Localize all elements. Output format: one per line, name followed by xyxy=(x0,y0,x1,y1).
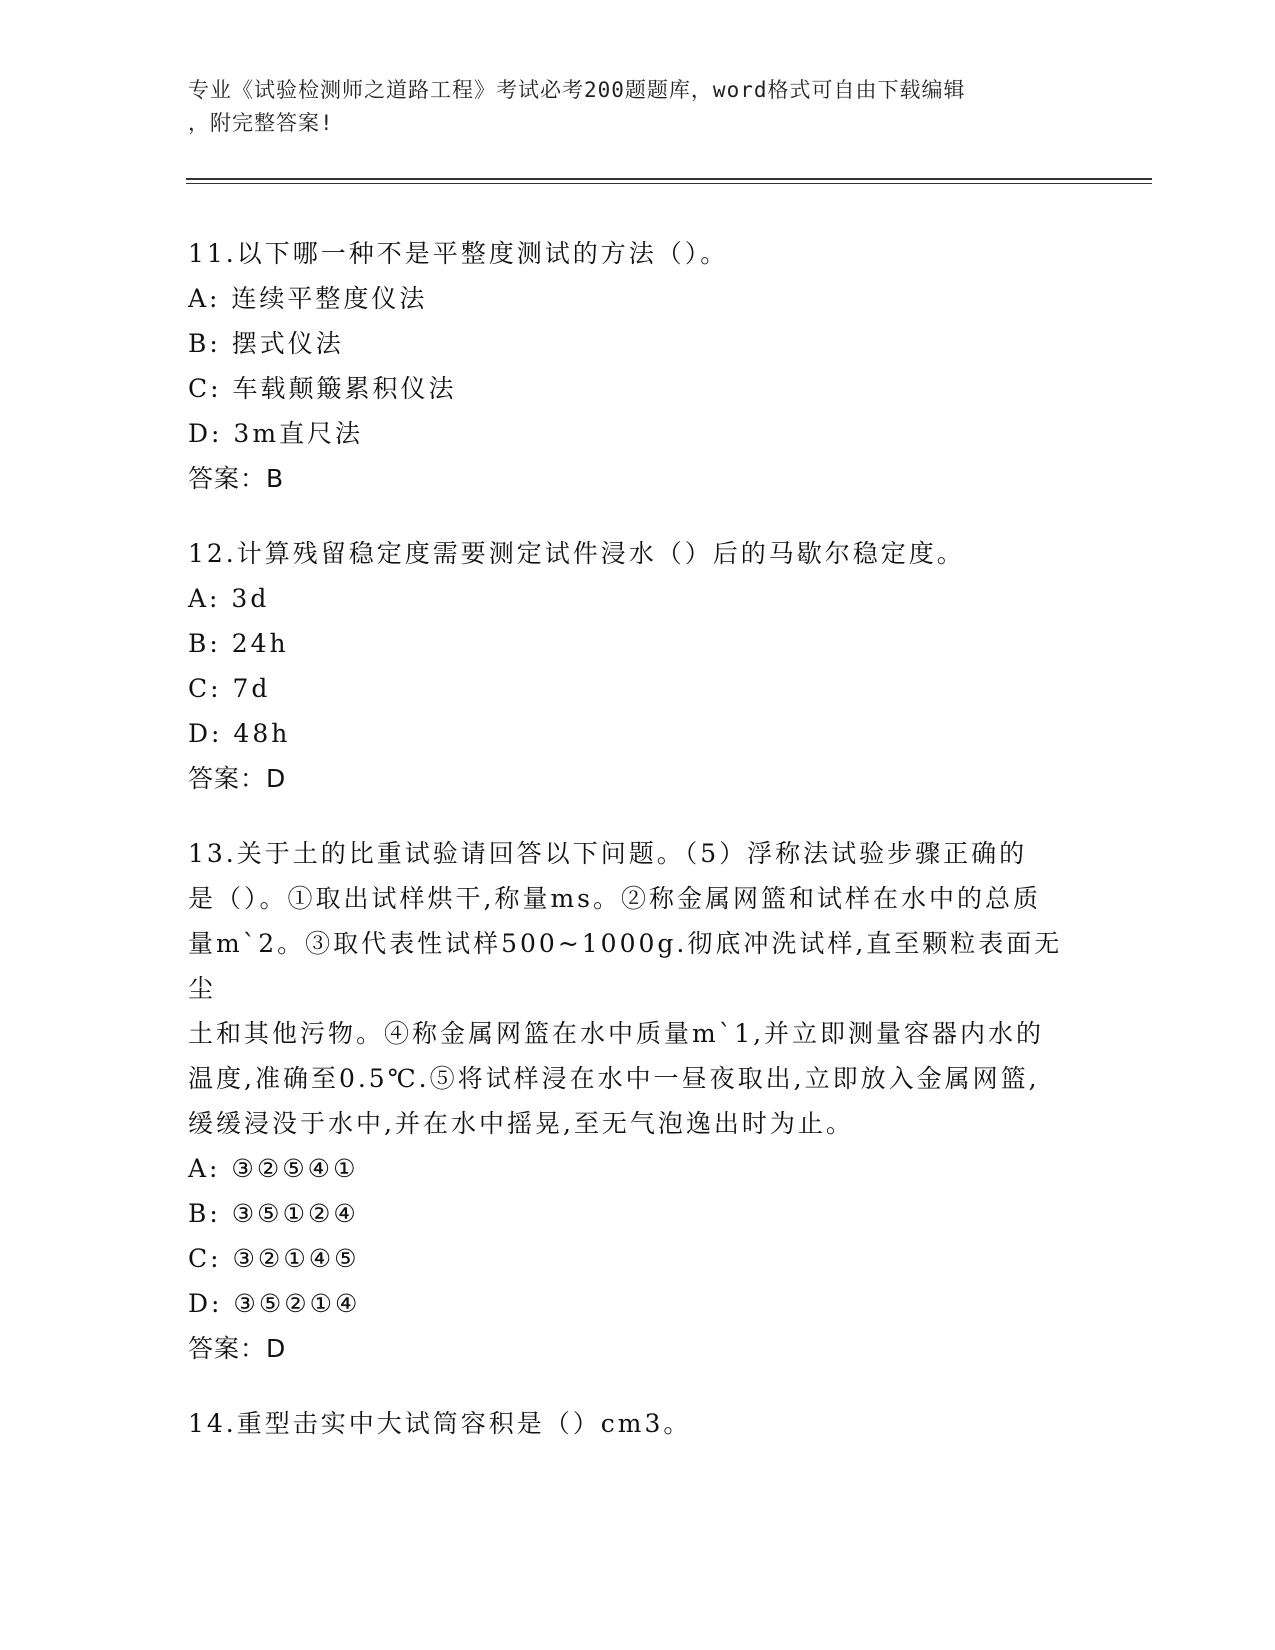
option-a: A: 连续平整度仪法 xyxy=(188,284,428,313)
header-title-line-1: 专业《试验检测师之道路工程》考试必考200题题库，word格式可自由下载编辑 xyxy=(188,78,966,102)
question-13 xyxy=(188,831,1088,1371)
option-c: C: 车载颠簸累积仪法 xyxy=(188,374,457,403)
question-11 xyxy=(188,231,1088,501)
question-stem-line: 是（）。①取出试样烘干,称量ms。②称金属网篮和试样在水中的总质 xyxy=(188,884,1041,913)
question-stem-line: 缓缓浸没于水中,并在水中摇晃,至无气泡逸出时为止。 xyxy=(188,1109,854,1138)
option-a: A: 3d xyxy=(188,584,270,613)
question-stem: 12.计算残留稳定度需要测定试件浸水（）后的马歇尔稳定度。 xyxy=(188,539,965,568)
option-b: B: ③⑤①②④ xyxy=(188,1199,359,1228)
option-c: C: 7d xyxy=(188,674,271,703)
document-header xyxy=(188,74,1088,140)
question-stem: 14.重型击实中大试筒容积是（）cm3。 xyxy=(188,1409,692,1438)
header-divider-thin xyxy=(186,183,1152,184)
question-stem: 11.以下哪一种不是平整度测试的方法（）。 xyxy=(188,239,729,268)
answer-label: 答案：B xyxy=(188,464,285,493)
option-c: C: ③②①④⑤ xyxy=(188,1244,360,1273)
question-14 xyxy=(188,1401,1088,1446)
question-list xyxy=(188,231,1088,1476)
option-a: A: ③②⑤④① xyxy=(188,1154,359,1183)
answer-label: 答案：D xyxy=(188,1334,287,1363)
question-stem-line: 土和其他污物。④称金属网篮在水中质量m`1,并立即测量容器内水的 xyxy=(188,1019,1045,1048)
answer-label: 答案：D xyxy=(188,764,287,793)
question-12 xyxy=(188,531,1088,801)
header-divider-thick xyxy=(186,178,1152,180)
option-d: D: ③⑤②①④ xyxy=(188,1289,361,1318)
option-d: D: 48h xyxy=(188,719,291,748)
option-b: B: 24h xyxy=(188,629,289,658)
question-stem-line: 量m`2。③取代表性试样500~1000g.彻底冲洗试样,直至颗粒表面无尘 xyxy=(188,929,1063,1003)
option-b: B: 摆式仪法 xyxy=(188,329,344,358)
option-d: D: 3m直尺法 xyxy=(188,419,364,448)
question-stem-line: 13.关于土的比重试验请回答以下问题。（5）浮称法试验步骤正确的 xyxy=(188,839,1028,868)
header-title-line-2: ，附完整答案! xyxy=(188,111,334,135)
question-stem-line: 温度,准确至0.5℃.⑤将试样浸在水中一昼夜取出,立即放入金属网篮, xyxy=(188,1064,1040,1093)
